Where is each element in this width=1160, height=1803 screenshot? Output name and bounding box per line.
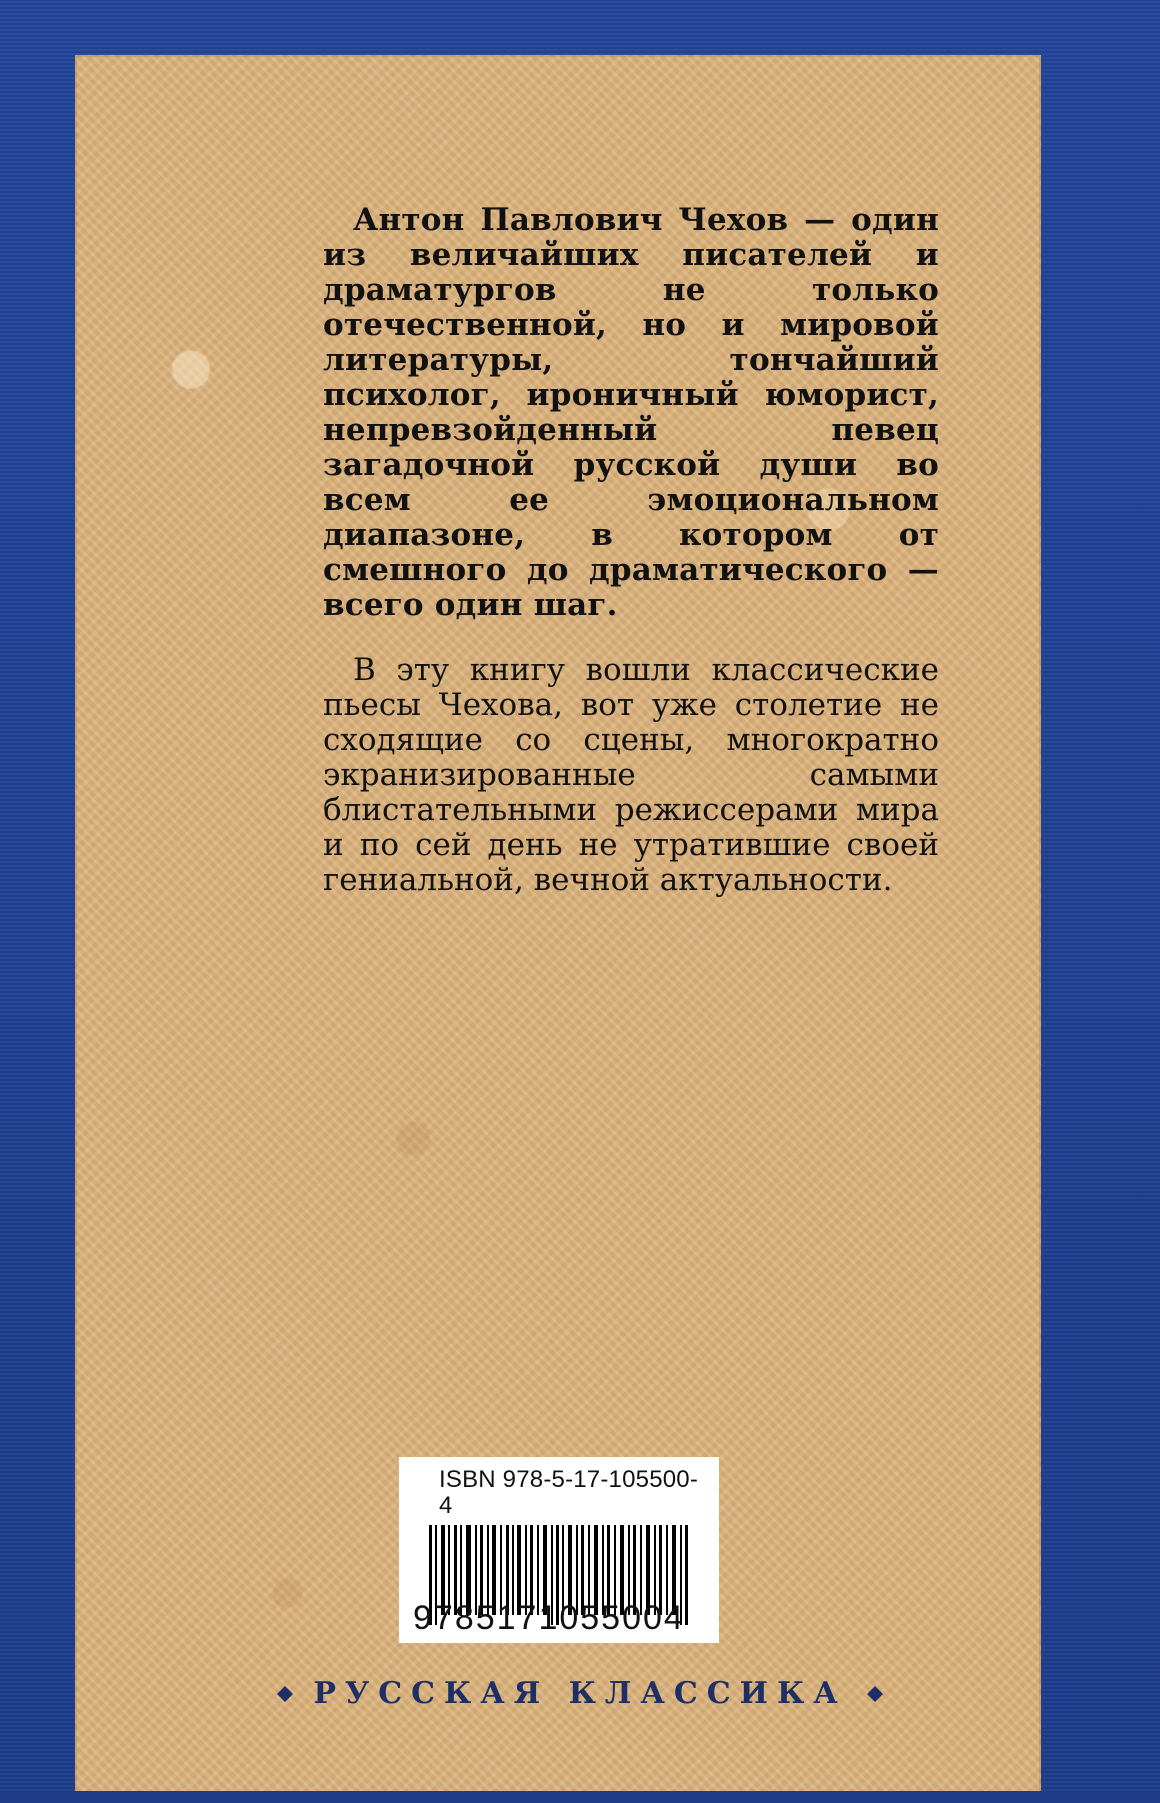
description-regular: В эту книгу вошли классические пьесы Чехова, вот уже столетие не сходящие со сцены, многократно экранизированные самыми блистательными режиссерами мира и по сей день не утратившие своей гениальной, вечной актуальности. — [323, 652, 939, 898]
description-bold: Антон Павлович Чехов — один из величайших писателей и драматургов не только отечественной, но и мировой литературы, тончайший психолог, ироничный юморист, непревзойденный певец загадочной русской души во всем ее эмоциональном диапазоне, в котором от смешного до драматического — всего один шаг. — [323, 202, 939, 623]
isbn-label: ISBN 978-5-17-105500-4 — [439, 1466, 699, 1519]
description-regular-block — [323, 653, 939, 898]
bottom-strip — [0, 1791, 1160, 1803]
series-label: РУССКАЯ КЛАССИКА — [313, 1676, 847, 1711]
diamond-icon — [277, 1686, 293, 1702]
description-bold-block — [323, 203, 939, 623]
diamond-icon — [867, 1686, 883, 1702]
isbn-barcode-box — [399, 1457, 719, 1643]
barcode-digits: 9785171055004 — [413, 1599, 685, 1637]
series-row — [0, 1676, 1160, 1711]
